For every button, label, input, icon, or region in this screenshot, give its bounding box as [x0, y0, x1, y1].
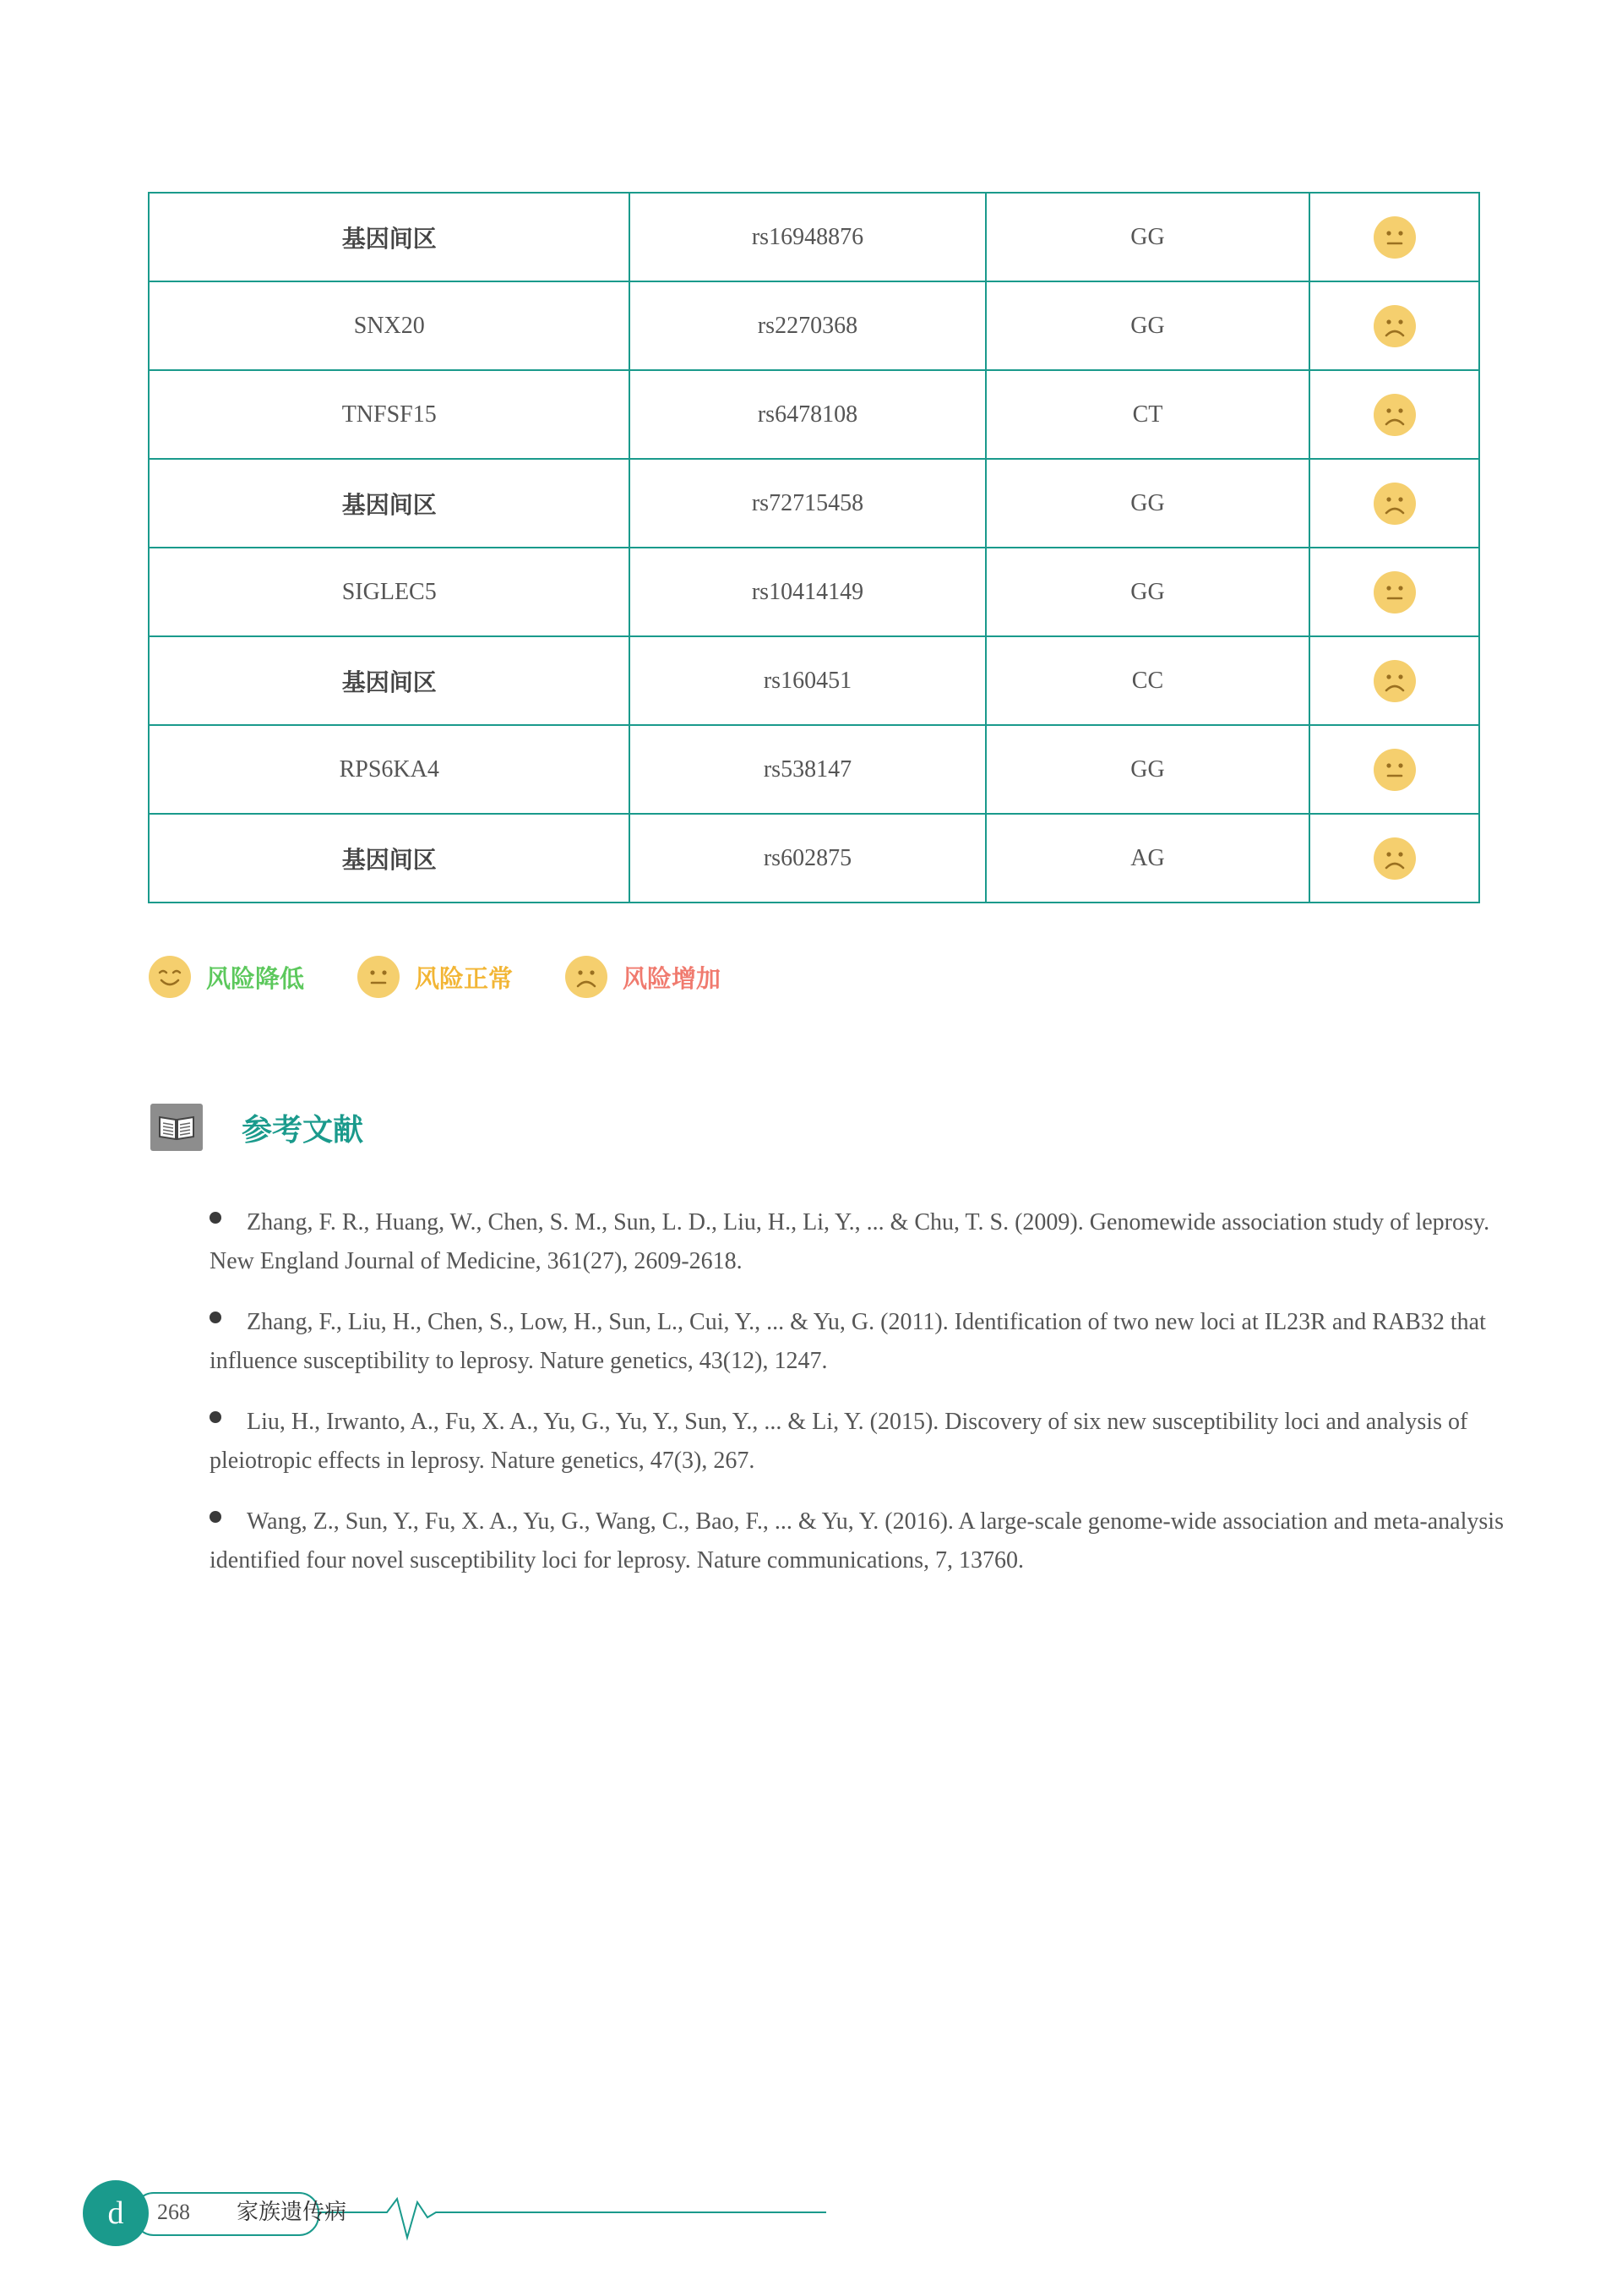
genotype-cell: GG [986, 548, 1310, 636]
references-heading [150, 1104, 363, 1151]
gene-cell: SIGLEC5 [149, 548, 629, 636]
sad-face-icon [1372, 311, 1418, 337]
happy-face-icon [147, 954, 206, 1000]
risk-cell [1309, 636, 1479, 725]
gene-cell: 基因间区 [149, 193, 629, 281]
reference-text: Wang, Z., Sun, Y., Fu, X. A., Yu, G., Wang, C., Bao, F., ... & Yu, Y. (2016). A large-scale genome-wide association and meta-analysis identified four novel susceptibility loci for leprosy. Nature communications, 7, 13760. [210, 1508, 1504, 1573]
genotype-cell: CC [986, 636, 1310, 725]
sad-face-icon [1372, 666, 1418, 692]
legend-label: 风险降低 [206, 963, 305, 993]
neutral-face-icon [1372, 755, 1418, 781]
rsid-cell: rs602875 [629, 814, 985, 903]
bullet-icon [210, 1411, 221, 1423]
gene-cell: 基因间区 [149, 814, 629, 903]
table-row [149, 370, 1479, 459]
page-number: 268 [157, 2200, 190, 2224]
reference-text: Zhang, F., Liu, H., Chen, S., Low, H., Sun, L., Cui, Y., ... & Yu, G. (2011). Identification of two new loci at IL23R and RAB32 that influence susceptibility to leprosy. Nature genetics, 43(12), 1247. [210, 1309, 1486, 1374]
table-row [149, 459, 1479, 548]
gene-cell: SNX20 [149, 281, 629, 370]
risk-cell [1309, 370, 1479, 459]
neutral-face-icon [356, 954, 415, 1000]
sad-face-icon [563, 954, 623, 1000]
legend-label: 风险增加 [623, 963, 721, 993]
table-row [149, 548, 1479, 636]
references-title: 参考文献 [242, 1112, 364, 1148]
page-footer [83, 2173, 843, 2250]
sad-face-icon [1372, 843, 1418, 870]
genotype-cell: CT [986, 370, 1310, 459]
rsid-cell: rs538147 [629, 725, 985, 814]
sad-face-icon [1372, 488, 1418, 515]
reference-item [210, 1303, 1510, 1381]
rsid-cell: rs72715458 [629, 459, 985, 548]
bullet-icon [210, 1511, 221, 1523]
footer-letter-badge: d [83, 2180, 149, 2246]
risk-cell [1309, 548, 1479, 636]
genotype-cell: GG [986, 281, 1310, 370]
legend-item-normal [356, 953, 513, 1001]
gene-cell: TNFSF15 [149, 370, 629, 459]
neutral-face-icon [1372, 577, 1418, 603]
reference-item [210, 1203, 1510, 1281]
book-title: 家族遗传病 [237, 2200, 347, 2225]
rsid-cell: rs16948876 [629, 193, 985, 281]
neutral-face-icon [1372, 222, 1418, 248]
bullet-icon [210, 1312, 221, 1323]
risk-cell [1309, 459, 1479, 548]
reference-text: Zhang, F. R., Huang, W., Chen, S. M., Sun, L. D., Liu, H., Li, Y., ... & Chu, T. S. (2009). Genomewide association study of leprosy. New England Journal of Medicine, 361(27), 2609-2618. [210, 1209, 1490, 1274]
reference-item [210, 1403, 1510, 1481]
table-row [149, 814, 1479, 903]
risk-cell [1309, 814, 1479, 903]
reference-item [210, 1502, 1510, 1580]
sad-face-icon [1372, 400, 1418, 426]
risk-cell [1309, 281, 1479, 370]
genotype-cell: GG [986, 193, 1310, 281]
genotype-table [148, 192, 1480, 903]
rsid-cell: rs10414149 [629, 548, 985, 636]
book-icon [150, 1104, 203, 1151]
genotype-cell: GG [986, 459, 1310, 548]
rsid-cell: rs6478108 [629, 370, 985, 459]
bullet-icon [210, 1212, 221, 1224]
rsid-cell: rs2270368 [629, 281, 985, 370]
rsid-cell: rs160451 [629, 636, 985, 725]
gene-cell: RPS6KA4 [149, 725, 629, 814]
gene-cell: 基因间区 [149, 636, 629, 725]
reference-text: Liu, H., Irwanto, A., Fu, X. A., Yu, G., Yu, Y., Sun, Y., ... & Li, Y. (2015). Discovery of six new susceptibility loci and analysis of pleiotropic effects in leprosy. Nature genetics, 47(3), 267. [210, 1409, 1468, 1474]
table-row [149, 193, 1479, 281]
legend-item-lower [147, 953, 304, 1001]
risk-cell [1309, 193, 1479, 281]
table-row [149, 725, 1479, 814]
table-row [149, 281, 1479, 370]
legend-label: 风险正常 [415, 963, 514, 993]
reference-list [210, 1203, 1510, 1602]
risk-cell [1309, 725, 1479, 814]
genotype-cell: GG [986, 725, 1310, 814]
table-row [149, 636, 1479, 725]
legend-item-higher [563, 953, 721, 1001]
genotype-cell: AG [986, 814, 1310, 903]
gene-cell: 基因间区 [149, 459, 629, 548]
